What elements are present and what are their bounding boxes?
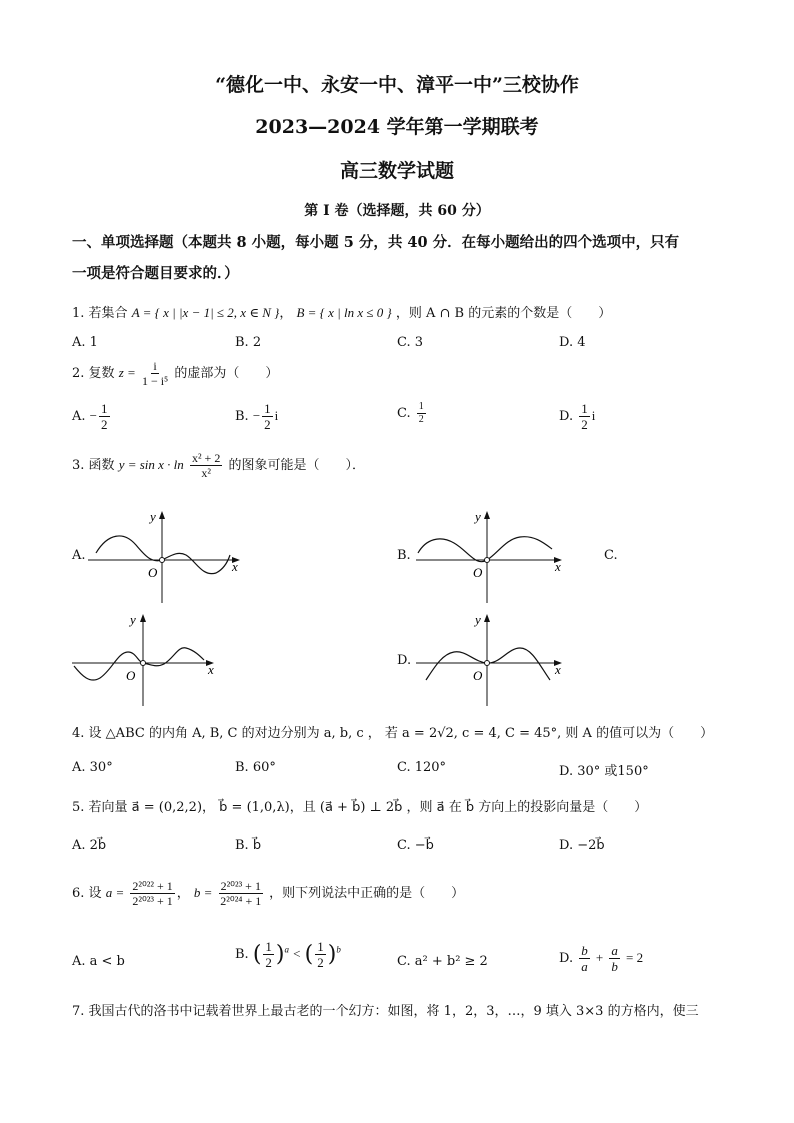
question-2: 2. 复数 z = $\frac{i}{\text{1 − i⁵}}$ 的虚部为（ ）	[72, 359, 279, 388]
graph-c	[68, 608, 228, 708]
exam-term-line: 2023—2024 学年第一学期联考	[255, 116, 539, 138]
q4-option-d: D. 30° 或150°	[559, 764, 649, 779]
graph-d-x-label: x	[555, 662, 561, 677]
q5-option-b: B. b⃗	[235, 838, 262, 853]
graph-c-label: C.	[604, 548, 618, 563]
question-3: 3. 函数 y = sin x · ln $\frac{\text{x² + 2}}{\text{x²}}$ 的图象可能是（ ）．	[72, 451, 365, 480]
q1-option-d: D. 4	[559, 335, 586, 350]
exam-title: 高三数学试题	[339, 160, 454, 182]
question-4: 4. 设 △ABC 的内角 A, B, C 的对边分别为 a, b, c ， 若 a = 2√2, c = 4, C = 45°, 则 A 的值可以为（ ）	[72, 726, 714, 741]
graph-b	[412, 505, 582, 605]
graph-a-label: A.	[72, 548, 86, 563]
q6-option-a: A. a < b	[72, 954, 125, 969]
q6-option-d: D. $\frac{b}{a}$ + $\frac{a}{b}$ = 2	[559, 943, 644, 974]
graph-d-y-label: y	[475, 612, 481, 627]
q4-option-a: A. 30°	[72, 760, 113, 775]
section-heading-line2: 一项是符合题目要求的．）	[72, 265, 239, 282]
q4-option-c: C. 120°	[397, 760, 447, 775]
exam-school-line: “德化一中、永安一中、漳平一中”三校协作	[215, 74, 579, 96]
q2-option-b: B. − $\frac{1}{2}$ i	[235, 401, 279, 432]
section-heading-line1: 一、单项选择题（本题共 8 小题，每小题 5 分，共 40 分．在每小题给出的四个选项中，只有	[72, 234, 680, 251]
q2-option-a: A. − $\frac{1}{2}$	[72, 401, 108, 432]
q5-option-c: C. −b⃗	[397, 838, 434, 853]
graph-d	[412, 608, 582, 708]
set-b: B = { x | ln x ≤ 0 }	[296, 305, 392, 320]
q5-option-a: A. 2b⃗	[72, 838, 107, 853]
q6-option-b: B. ( $\frac{1}{2}$ )$^a$ < ( $\frac{1}{2}$ )$^b$	[235, 939, 341, 970]
graph-c-x-label: x	[208, 662, 214, 677]
graph-b-origin: O	[473, 565, 483, 580]
graph-d-label: D.	[397, 653, 412, 668]
set-a: A = { x | |x − 1| ≤ 2, x ∈ N }	[131, 305, 280, 320]
q1-option-b: B. 2	[235, 335, 262, 350]
graph-a-x-label: x	[232, 559, 238, 574]
q1-option-a: A. 1	[72, 335, 98, 350]
part-title: 第 I 卷（选择题，共 60 分）	[304, 203, 490, 219]
graph-b-x-label: x	[555, 559, 561, 574]
graph-c-origin: O	[126, 668, 136, 683]
q1-option-c: C. 3	[397, 335, 424, 350]
q4-option-b: B. 60°	[235, 760, 276, 775]
graph-a	[84, 505, 254, 605]
graph-a-origin: O	[148, 565, 158, 580]
graph-b-label: B.	[397, 548, 411, 563]
question-7: 7. 我国古代的洛书中记载着世界上最古老的一个幻方：如图，将 1，2，3，…，9 填入 3×3 的方格内，使三	[72, 1004, 699, 1019]
question-5: 5. 若向量 a⃗ = (0,2,2)， b⃗ = (1,0,λ)，且 (a⃗ + b⃗) ⊥ 2b⃗ ，则 a⃗ 在 b⃗ 方向上的投影向量是（ ）	[72, 800, 648, 815]
graph-d-origin: O	[473, 668, 483, 683]
question-1: 1. 若集合 A = { x | |x − 1| ≤ 2, x ∈ N }， B = { x | ln x ≤ 0 } ，则 A ∩ B 的元素的个数是（ ）	[72, 305, 612, 321]
question-6: 6. 设 a = $\frac{\text{2²⁰²² + 1}}{\text{2²⁰²³ + 1}}$ ， b = $\frac{\text{2²⁰²³ + 1}}{\text{2²⁰²⁴ + 1}}$ ，则下列说法中正确的是（ ）	[72, 879, 465, 908]
graph-c-y-label: y	[130, 612, 136, 627]
graph-b-y-label: y	[475, 509, 481, 524]
q2-option-d: D. $\frac{1}{2}$ i	[559, 401, 596, 432]
q2-option-c: C. $\frac{1}{2}$	[397, 401, 424, 425]
q6-option-c: C. a² + b² ≥ 2	[397, 954, 488, 969]
q5-option-d: D. −2b⃗	[559, 838, 605, 853]
graph-a-y-label: y	[150, 509, 156, 524]
